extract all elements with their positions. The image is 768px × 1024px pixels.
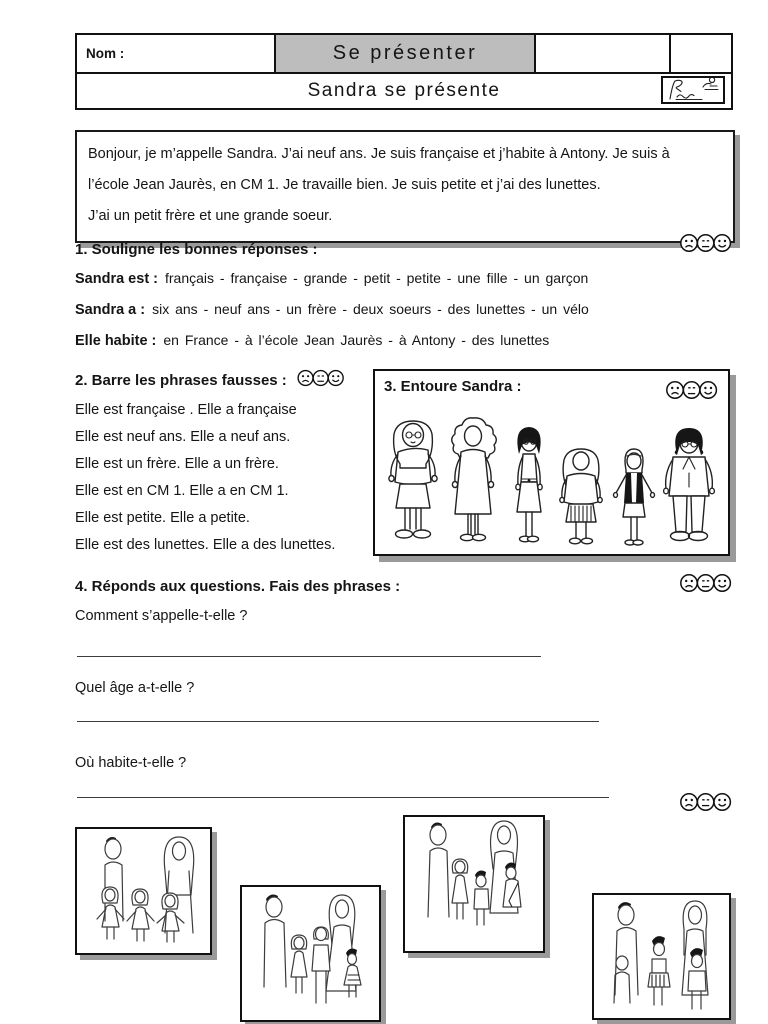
exercise-2-title: 2. Barre les phrases fausses : [75,371,287,389]
question: Quel âge a-t-elle ? [75,680,195,696]
publisher-logo-icon [661,76,725,104]
course-title: Se présenter [276,35,536,72]
question: Où habite-t-elle ? [75,755,187,771]
figure-slim-woman-dark-bob [506,424,552,548]
exercise-4 [75,570,733,820]
question: Comment s’appelle-t-elle ? [75,608,248,624]
intro-line: J’ai un petit frère et une grande soeur. [88,208,333,224]
header-table [75,33,733,110]
rating-faces-icon [679,791,733,816]
sentence-pair: Elle est des lunettes. Elle a des lunettes. [75,536,336,553]
exercise-2 [75,368,377,554]
sentence-pair: Elle est en CM 1. Elle a en CM 1. [75,482,289,499]
options-row-values: français - française - grande - petit - petite - une fille - un garçon [165,270,589,286]
family-photo-3 [403,815,545,953]
figure-lineup [385,408,718,548]
options-row-label: Sandra a : [75,302,146,318]
options-row [75,268,733,289]
sentence-pair: Elle est neuf ans. Elle a neuf ans. [75,428,291,445]
exercise-3-title: 3. Entoure Sandra : [384,378,522,395]
figure-woman-curly-hair-dress [444,416,502,548]
rating-faces-icon [679,572,733,597]
exercise-1-title: 1. Souligne les bonnes réponses : [75,241,318,258]
exercise-4-title: 4. Réponds aux questions. Fais des phrases : [75,578,401,595]
intro-line: Bonjour, je m’appelle Sandra. J’ai neuf ans. Je suis française et j’habite à Antony. Je suis à [88,146,670,162]
rating-faces-icon [665,379,719,406]
family-photo-2 [240,885,381,1022]
answer-line [77,797,609,798]
rating-faces-icon [679,232,733,257]
answer-line [77,721,599,722]
options-row [75,330,733,351]
family-photo-1 [75,827,212,955]
sentence-pair: Elle est un frère. Elle a un frère. [75,455,279,472]
rating-faces-icon [296,368,346,392]
exercise-3 [373,369,730,556]
sentence-pair: Elle est française . Elle a française [75,401,297,418]
figure-woman-long-hair-glasses [385,418,441,548]
family-photo-4 [592,893,731,1020]
options-row-label: Elle habite : [75,333,157,349]
intro-line: l’école Jean Jaurès, en CM 1. Je travaille bien. Je suis petite et j’ai des lunettes. [88,177,601,193]
sentence-pair: Elle est petite. Elle a petite. [75,509,250,526]
options-row-values: en France - à l’école Jean Jaurès - à Antony - des lunettes [163,332,550,348]
exercise-1 [75,230,733,351]
options-row-values: six ans - neuf ans - un frère - deux soeurs - des lunettes - un vélo [152,301,589,317]
options-row [75,299,733,320]
options-row-label: Sandra est : [75,271,158,287]
figure-girl-fringed-skirt [555,446,607,548]
figure-girl-black-vest [611,446,657,548]
name-field-label: Nom : [77,35,276,72]
answer-line [77,656,541,657]
sheet-title: Sandra se présente [307,80,501,101]
figure-girl-glasses-suit [660,426,718,548]
intro-text-box [75,130,735,243]
header-empty-cell-1 [536,35,671,72]
header-empty-cell-2 [671,35,731,72]
